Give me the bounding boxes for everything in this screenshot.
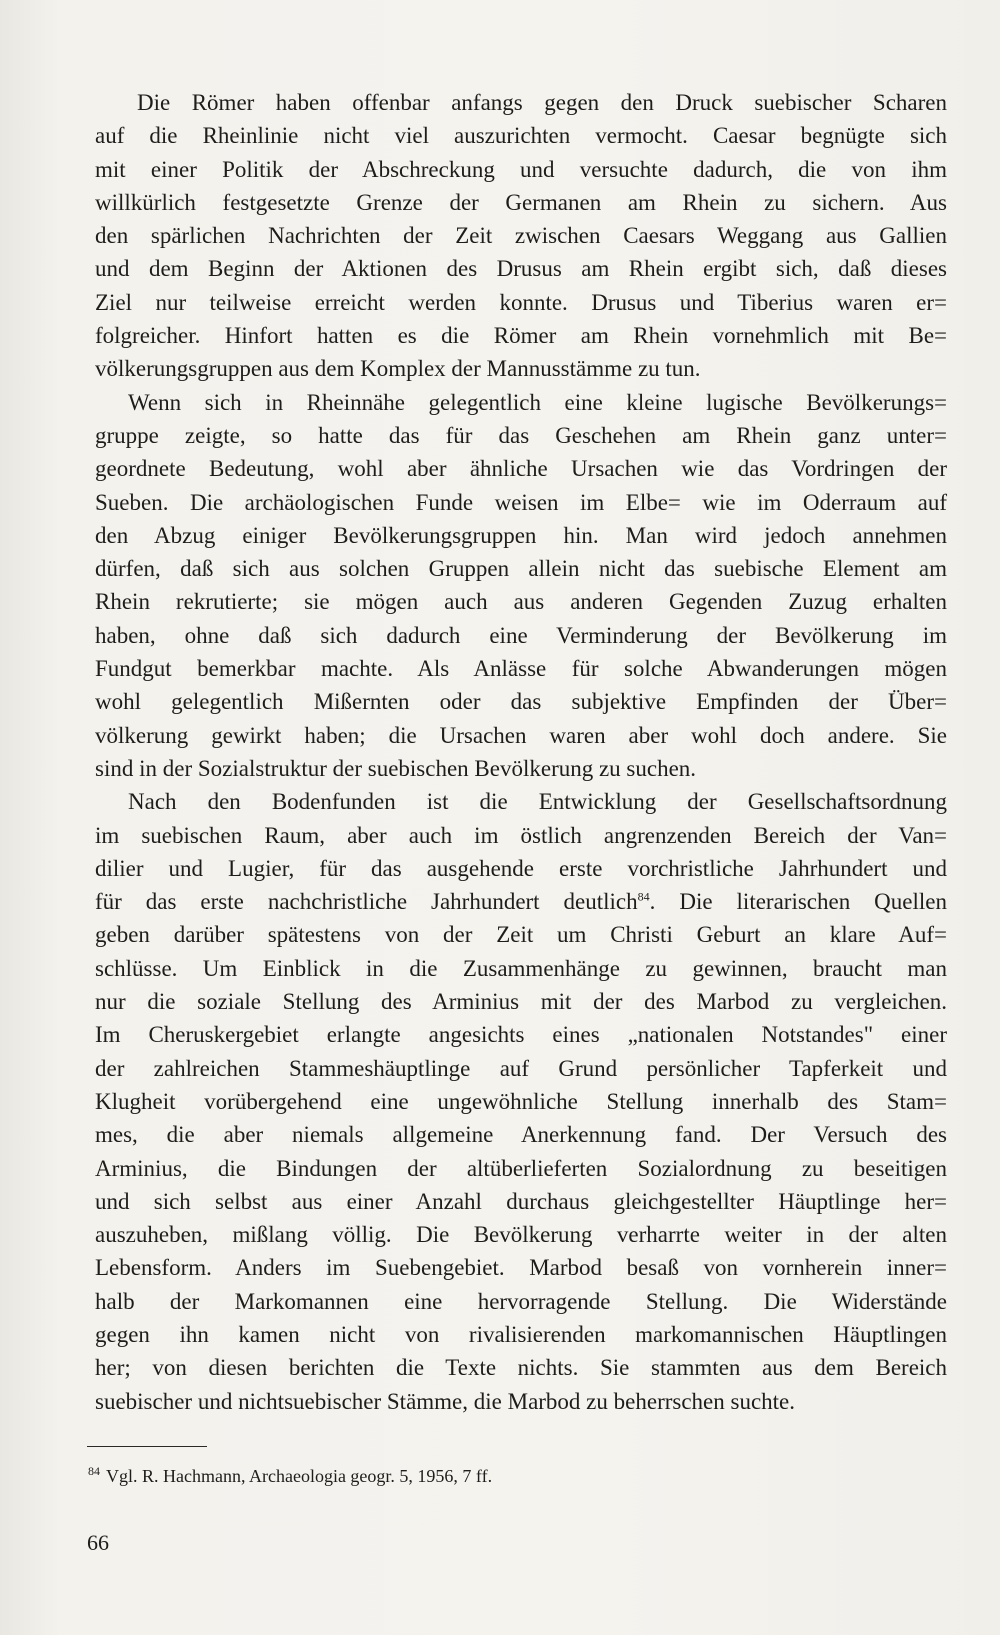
text-line: geordnete Bedeutung, wohl aber ähnliche Ursachen wie das Vordringen der: [95, 456, 947, 482]
text-line: Klugheit vorübergehend eine ungewöhnliche Stellung innerhalb des Stam=: [95, 1088, 947, 1114]
text-line: der zahlreichen Stammeshäuptlinge auf Grund persönlicher Tapferkeit und: [95, 1055, 947, 1081]
footnote: [88, 1464, 492, 1488]
paragraph-3: [95, 785, 947, 1418]
footnote-text: Vgl. R. Hachmann, Archaeologia geogr. 5, 1956, 7 ff.: [106, 1466, 493, 1486]
text-line: sind in der Sozialstruktur der suebischen Bevölkerung zu suchen.: [95, 755, 697, 781]
text-line: den Abzug einiger Bevölkerungsgruppen hin. Man wird jedoch annehmen: [95, 522, 947, 548]
text-line: völkerung gewirkt haben; die Ursachen waren aber wohl doch andere. Sie: [95, 722, 947, 748]
text-line: mit einer Politik der Abschreckung und versuchte dadurch, die von ihm: [95, 156, 947, 182]
text-line: Im Cheruskergebiet erlangte angesichts eines „nationalen Notstandes" einer: [95, 1022, 947, 1048]
body-text: [95, 86, 947, 1418]
text-line: halb der Markomannen eine hervorragende Stellung. Die Widerstände: [95, 1288, 947, 1314]
text-line: haben, ohne daß sich dadurch eine Verminderung der Bevölkerung im: [95, 622, 947, 648]
text-line: Fundgut bemerkbar machte. Als Anlässe für solche Abwanderungen mögen: [95, 656, 947, 682]
text-line: mes, die aber niemals allgemeine Anerkennung fand. Der Versuch des: [95, 1122, 947, 1148]
text-line: Lebensform. Anders im Suebengebiet. Marbod besaß von vornherein inner=: [95, 1255, 947, 1281]
text-line: den spärlichen Nachrichten der Zeit zwischen Caesars Weggang aus Gallien: [95, 223, 947, 249]
text-line: und sich selbst aus einer Anzahl durchaus gleichgestellter Häuptlinge her=: [95, 1188, 947, 1214]
text-line: völkerungsgruppen aus dem Komplex der Mannusstämme zu tun.: [95, 356, 701, 382]
text-line: Sueben. Die archäologischen Funde weisen im Elbe= wie im Oderraum auf: [95, 489, 947, 515]
text-line-with-footnote: [95, 885, 947, 918]
text-line: Nach den Bodenfunden ist die Entwicklung der Gesellschaftsordnung: [128, 789, 947, 815]
text-segment: für das erste nachchristliche Jahrhundert deutlich: [95, 889, 638, 915]
text-line: nur die soziale Stellung des Arminius mit der des Marbod zu vergleichen.: [95, 989, 947, 1015]
text-line: auf die Rheinlinie nicht viel auszurichten vermocht. Caesar begnügte sich: [95, 123, 947, 149]
text-line: schlüsse. Um Einblick in die Zusammenhänge zu gewinnen, braucht man: [95, 955, 947, 981]
paragraph-2: [95, 386, 947, 786]
text-line: im suebischen Raum, aber auch im östlich angrenzenden Bereich der Van=: [95, 822, 947, 848]
text-line: gruppe zeigte, so hatte das für das Geschehen am Rhein ganz unter=: [95, 422, 947, 448]
text-line: folgreicher. Hinfort hatten es die Römer am Rhein vornehmlich mit Be=: [95, 323, 947, 349]
footnote-reference[interactable]: 84: [637, 889, 650, 904]
paragraph-1: [95, 86, 947, 386]
text-line: Wenn sich in Rheinnähe gelegentlich eine kleine lugische Bevölkerungs=: [128, 389, 947, 415]
text-line: suebischer und nichtsuebischer Stämme, die Marbod zu beherrschen suchte.: [95, 1388, 796, 1414]
text-line: Rhein rekrutierte; sie mögen auch aus anderen Gegenden Zuzug erhalten: [95, 589, 947, 615]
text-line: und dem Beginn der Aktionen des Drusus am Rhein ergibt sich, daß dieses: [95, 256, 947, 282]
footnote-number: 84: [88, 1464, 100, 1478]
text-line: willkürlich festgesetzte Grenze der Germanen am Rhein zu sichern. Aus: [95, 189, 947, 215]
text-line: Ziel nur teilweise erreicht werden konnte. Drusus und Tiberius waren er=: [95, 289, 947, 315]
page-number: 66: [87, 1530, 109, 1555]
text-line: Die Römer haben offenbar anfangs gegen den Druck suebischer Scharen: [137, 90, 947, 115]
text-line: her; von diesen berichten die Texte nichts. Sie stammten aus dem Bereich: [95, 1355, 947, 1381]
text-line: geben darüber spätestens von der Zeit um Christi Geburt an klare Auf=: [95, 922, 947, 948]
text-line: gegen ihn kamen nicht von rivalisierenden markomannischen Häuptlingen: [95, 1321, 947, 1347]
text-line: dürfen, daß sich aus solchen Gruppen allein nicht das suebische Element am: [95, 556, 947, 582]
text-line: Arminius, die Bindungen der altüberlieferten Sozialordnung zu beseitigen: [95, 1155, 947, 1181]
text-segment: . Die literarischen Quellen: [649, 889, 947, 915]
text-line: wohl gelegentlich Mißernten oder das subjektive Empfinden der Über=: [95, 689, 947, 715]
text-line: dilier und Lugier, für das ausgehende erste vorchristliche Jahrhundert und: [95, 855, 947, 881]
footnote-divider: [87, 1446, 207, 1447]
text-line: auszuheben, mißlang völlig. Die Bevölkerung verharrte weiter in der alten: [95, 1222, 947, 1248]
